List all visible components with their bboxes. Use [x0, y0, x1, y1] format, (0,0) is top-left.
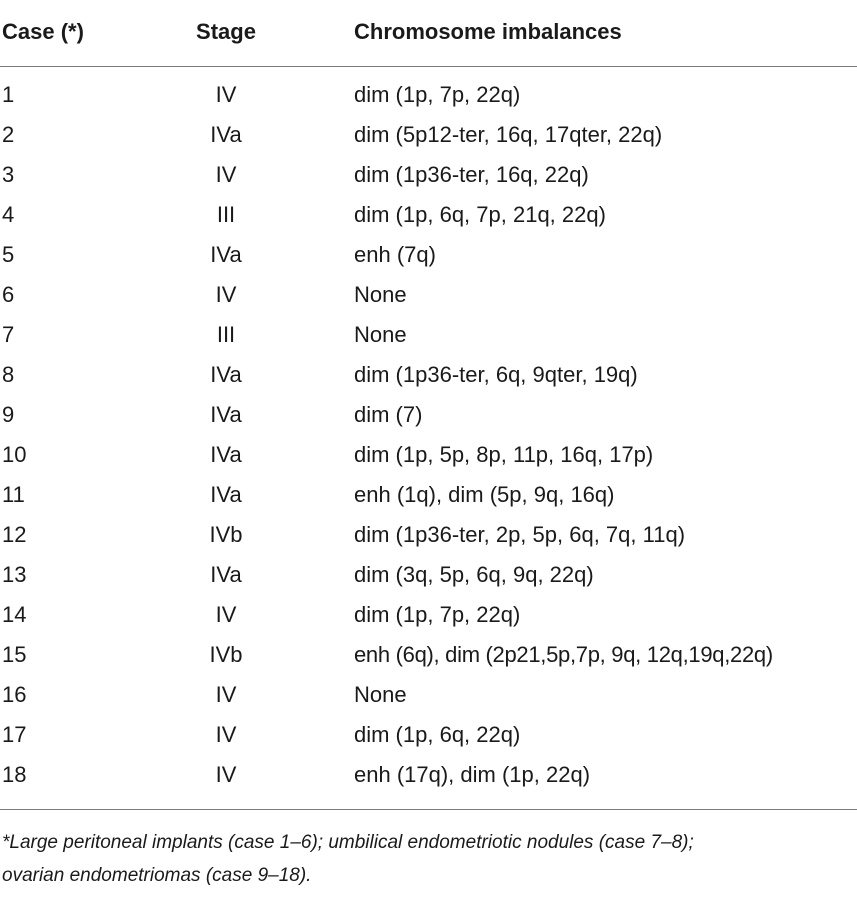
table-row — [0, 315, 857, 355]
chromosome-cell: dim (1p, 6q, 7p, 21q, 22q) — [354, 202, 606, 227]
chromosome-cell: dim (1p, 7p, 22q) — [354, 82, 521, 107]
chromosome-cell: dim (1p36-ter, 16q, 22q) — [354, 162, 589, 187]
chromosome-cell: dim (1p36-ter, 2p, 5p, 6q, 7q, 11q) — [354, 522, 686, 547]
header-case: Case (*) — [2, 19, 84, 44]
stage-cell: III — [216, 202, 236, 227]
case-cell: 10 — [2, 442, 27, 467]
table-row — [0, 395, 857, 435]
case-cell: 16 — [2, 682, 27, 707]
table-row — [0, 755, 857, 795]
chromosome-cell: None — [354, 682, 407, 707]
stage-cell: IV — [215, 762, 237, 787]
case-cell: 1 — [2, 82, 15, 107]
stage-cell: IVa — [210, 362, 242, 387]
footnote-line-2: ovarian endometriomas (case 9–18). — [2, 865, 312, 886]
table-body — [0, 67, 857, 810]
stage-cell: IV — [215, 682, 237, 707]
case-cell: 18 — [2, 762, 27, 787]
case-cell: 9 — [2, 402, 15, 427]
chromosome-cell: enh (17q), dim (1p, 22q) — [354, 762, 591, 787]
stage-cell: IV — [215, 162, 237, 187]
case-cell: 8 — [2, 362, 15, 387]
chromosome-cell: dim (3q, 5p, 6q, 9q, 22q) — [354, 562, 594, 587]
chromosome-cell: dim (1p36-ter, 6q, 9qter, 19q) — [354, 362, 638, 387]
case-cell: 11 — [2, 482, 25, 507]
chromosome-cell: None — [354, 322, 407, 347]
stage-cell: IVa — [210, 402, 242, 427]
stage-cell: IVa — [210, 482, 242, 507]
stage-cell: IVb — [209, 642, 243, 667]
case-cell: 6 — [2, 282, 15, 307]
table-row — [0, 675, 857, 715]
case-cell: 2 — [2, 122, 15, 147]
table-row — [0, 155, 857, 195]
stage-cell: IV — [215, 722, 237, 747]
case-cell: 17 — [2, 722, 27, 747]
stage-cell: IV — [215, 82, 237, 107]
chromosome-cell: enh (7q) — [354, 242, 436, 267]
table-row — [0, 435, 857, 475]
table-row — [0, 635, 857, 675]
table-row — [0, 555, 857, 595]
table-row — [0, 595, 857, 635]
header-chromosome: Chromosome imbalances — [354, 19, 622, 44]
chromosome-cell: enh (6q), dim (2p21,5p,7p, 9q, 12q,19q,22q) — [354, 642, 773, 667]
case-cell: 4 — [2, 202, 15, 227]
stage-cell: III — [216, 322, 236, 347]
footnote-line-1: *Large peritoneal implants (case 1–6); umbilical endometriotic nodules (case 7–8); — [2, 832, 694, 853]
case-cell: 3 — [2, 162, 15, 187]
stage-cell: IVa — [210, 122, 242, 147]
stage-cell: IV — [215, 282, 237, 307]
chromosome-cell: dim (7) — [354, 402, 423, 427]
table-row — [0, 235, 857, 275]
chromosome-cell: dim (1p, 5p, 8p, 11p, 16q, 17p) — [354, 442, 654, 467]
table-row — [0, 275, 857, 315]
chromosome-cell: enh (1q), dim (5p, 9q, 16q) — [354, 482, 615, 507]
stage-cell: IVa — [210, 562, 242, 587]
case-cell: 14 — [2, 602, 27, 627]
stage-cell: IVa — [210, 442, 242, 467]
case-cell: 15 — [2, 642, 27, 667]
table-header-row — [0, 0, 857, 67]
header-stage: Stage — [196, 19, 256, 44]
chromosome-cell: dim (1p, 7p, 22q) — [354, 602, 521, 627]
table-row — [0, 115, 857, 155]
table-row — [0, 715, 857, 755]
stage-cell: IVb — [209, 522, 243, 547]
table-footnote — [2, 826, 852, 892]
table-row — [0, 75, 857, 115]
case-cell: 12 — [2, 522, 27, 547]
case-cell: 13 — [2, 562, 27, 587]
table-row — [0, 355, 857, 395]
table-row — [0, 475, 857, 515]
stage-cell: IV — [215, 602, 237, 627]
table-row — [0, 195, 857, 235]
chromosome-cell: None — [354, 282, 407, 307]
case-cell: 7 — [2, 322, 15, 347]
chromosome-cell: dim (5p12-ter, 16q, 17qter, 22q) — [354, 122, 663, 147]
chromosome-cell: dim (1p, 6q, 22q) — [354, 722, 521, 747]
case-cell: 5 — [2, 242, 15, 267]
stage-cell: IVa — [210, 242, 242, 267]
table-row — [0, 515, 857, 555]
